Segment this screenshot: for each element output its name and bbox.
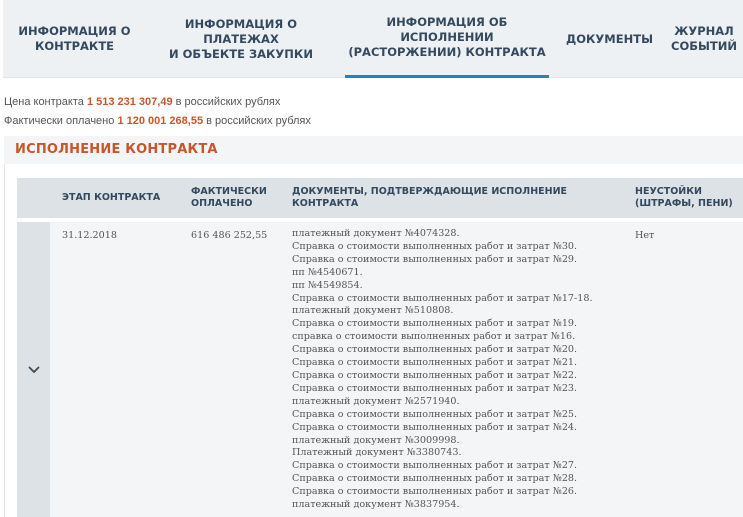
document-link: Справка о стоимости выполненных работ и затрат №17-18. <box>292 292 593 304</box>
penalty-cell: Нет <box>635 230 655 241</box>
document-link: Платежный документ №3380743. <box>292 447 462 459</box>
document-link: Справка о стоимости выполненных работ и затрат №27. <box>292 460 578 472</box>
contract-price-suffix: в российских рублях <box>175 96 281 108</box>
column-header-penalty-line1: НЕУСТОЙКИ <box>635 186 702 197</box>
column-header-paid-line1: ФАКТИЧЕСКИ <box>191 186 267 197</box>
tab-payments-info[interactable] <box>146 0 336 78</box>
row-expand-toggle[interactable] <box>17 222 50 517</box>
document-link: Справка о стоимости выполненных работ и затрат №26. <box>292 486 578 498</box>
section-header <box>4 136 743 164</box>
contract-price-label: Цена контракта <box>4 96 84 108</box>
document-link: Справка о стоимости выполненных работ и затрат №25. <box>292 408 578 420</box>
document-link: платежный документ №4074328. <box>292 228 460 239</box>
paid-amount-label: Фактически оплачено <box>4 115 115 127</box>
document-link: Справка о стоимости выполненных работ и затрат №30. <box>292 240 578 252</box>
execution-table <box>4 164 743 517</box>
document-link: Справка о стоимости выполненных работ и затрат №23. <box>292 382 578 394</box>
tab-label-line1: ИНФОРМАЦИЯ ОБ ИСПОЛНЕНИИ <box>386 15 508 44</box>
document-link: платежный документ №2571940. <box>292 395 460 407</box>
table-header <box>17 178 743 218</box>
tab-label-line1: ЖУРНАЛ <box>674 24 734 38</box>
document-link: платежный документ №3009998. <box>292 434 460 446</box>
paid-amount-line <box>4 115 311 127</box>
document-link: пп №4549854. <box>292 279 363 291</box>
document-link: Справка о стоимости выполненных работ и затрат №29. <box>292 253 578 265</box>
tab-execution-info[interactable] <box>345 0 549 78</box>
stage-date: 31.12.2018 <box>62 230 117 241</box>
document-link: пп №4540671. <box>292 266 363 278</box>
document-link: Справка о стоимости выполненных работ и затрат №19. <box>292 318 578 330</box>
tab-label-line2: СОБЫТИЙ <box>671 39 737 53</box>
tab-label-line1: ДОКУМЕНТЫ <box>566 31 653 46</box>
document-link: справка о стоимости выполненных работ и затрат №16. <box>292 331 576 343</box>
contract-price-line <box>4 96 280 108</box>
chevron-down-icon <box>28 366 40 374</box>
tab-documents[interactable] <box>563 0 656 78</box>
table-row <box>17 222 743 517</box>
tab-label-line2: (РАСТОРЖЕНИИ) КОНТРАКТА <box>348 45 546 59</box>
column-header-stage: ЭТАП КОНТРАКТА <box>62 192 161 203</box>
column-header-penalty-line2: (ШТРАФЫ, ПЕНИ) <box>635 198 733 209</box>
document-link: Справка о стоимости выполненных работ и затрат №21. <box>292 357 578 369</box>
document-link: платежный документ №3837954. <box>292 499 460 511</box>
tab-label-line2: И ОБЪЕКТЕ ЗАКУПКИ <box>169 46 313 61</box>
document-link: Справка о стоимости выполненных работ и затрат №22. <box>292 369 578 381</box>
document-link: Справка о стоимости выполненных работ и затрат №20. <box>292 344 578 356</box>
tab-label-line2: КОНТРАКТЕ <box>34 39 115 53</box>
tab-label-line1: ИНФОРМАЦИЯ О <box>18 24 131 38</box>
document-link: платежный документ №510808. <box>292 305 454 317</box>
paid-amount-suffix: в российских рублях <box>206 115 311 127</box>
paid-amount-cell: 616 486 252,55 <box>191 230 268 241</box>
paid-amount-value: 1 120 001 268,55 <box>117 115 204 127</box>
document-link: Справка о стоимости выполненных работ и затрат №24. <box>292 421 578 433</box>
tab-label-line1: ИНФОРМАЦИЯ О ПЛАТЕЖАХ <box>184 16 298 46</box>
contract-price-value: 1 513 231 307,49 <box>86 96 173 108</box>
section-title: ИСПОЛНЕНИЕ КОНТРАКТА <box>15 142 218 157</box>
column-header-paid <box>191 178 281 218</box>
column-header-paid-line2: ОПЛАЧЕНО <box>191 198 253 209</box>
column-header-penalty <box>635 178 740 218</box>
tab-contract-info[interactable] <box>3 0 146 78</box>
document-link: Справка о стоимости выполненных работ и затрат №28. <box>292 473 578 485</box>
tab-event-log[interactable] <box>665 0 743 78</box>
column-header-docs: ДОКУМЕНТЫ, ПОДТВЕРЖДАЮЩИЕ ИСПОЛНЕНИЕ КОНТРАКТА <box>292 186 568 209</box>
tab-bar <box>3 0 743 78</box>
documents-list <box>292 228 622 512</box>
